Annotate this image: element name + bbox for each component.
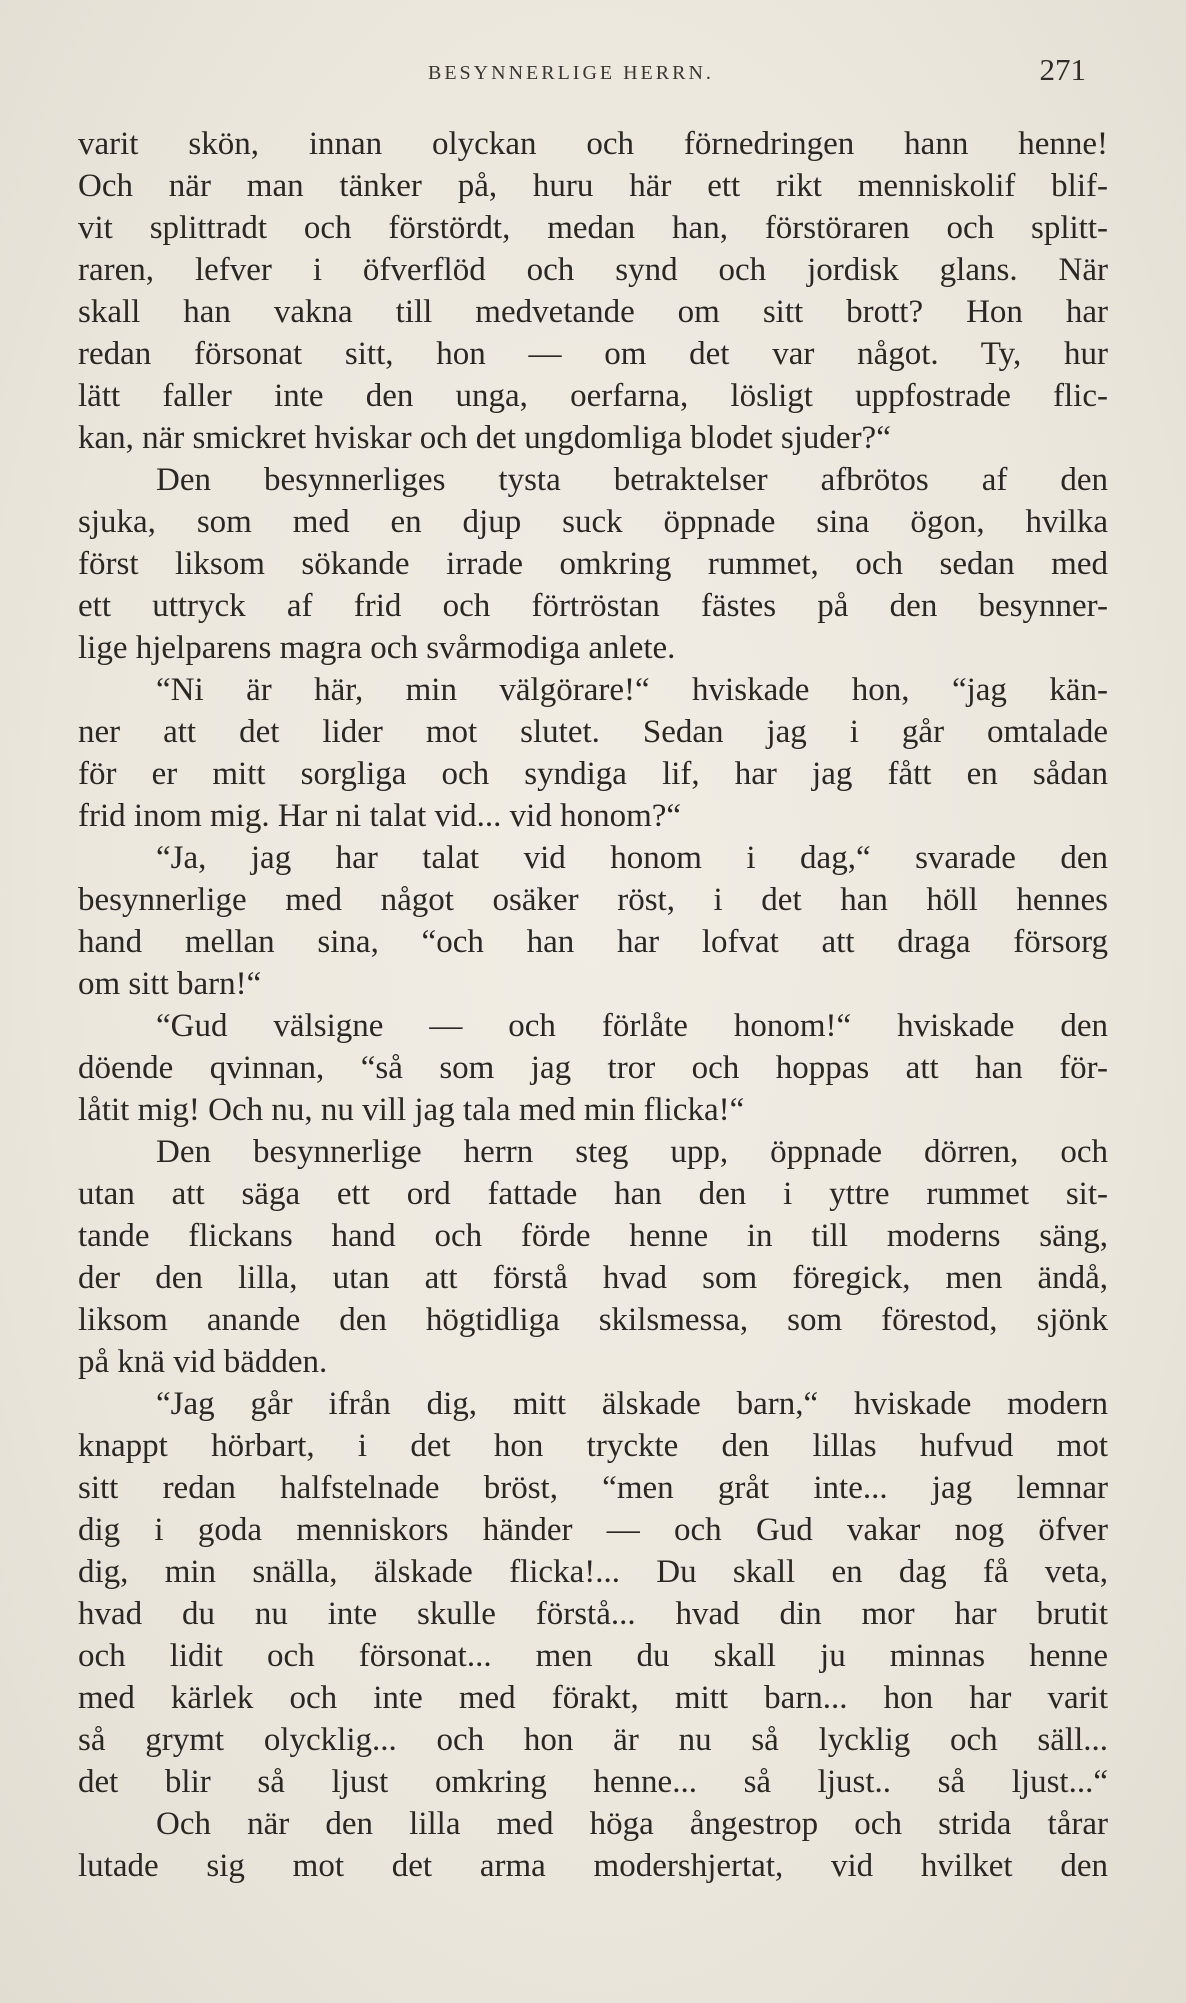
text-line: för er mitt sorgliga och syndiga lif, har jag fått en sådan <box>78 756 1108 792</box>
text-line: varit skön, innan olyckan och förnedringen hann henne! <box>78 126 1108 162</box>
page-number: 271 <box>1039 52 1086 87</box>
text-line: liksom anande den högtidliga skilsmessa, som förestod, sjönk <box>78 1302 1108 1338</box>
text-line: ett uttryck af frid och förtröstan fästes på den besynner- <box>78 588 1108 624</box>
body-text <box>78 123 1108 1887</box>
text-line: “Ja, jag har talat vid honom i dag,“ svarade den <box>156 840 1108 876</box>
text-line: raren, lefver i öfverflöd och synd och jordisk glans. När <box>78 252 1108 288</box>
text-line: dig i goda menniskors händer — och Gud vakar nog öfver <box>78 1512 1108 1548</box>
text-line: utan att säga ett ord fattade han den i yttre rummet sit- <box>78 1176 1108 1212</box>
text-line: kan, när smickret hviskar och det ungdomliga blodet sjuder?“ <box>78 420 891 456</box>
text-line: redan försonat sitt, hon — om det var något. Ty, hur <box>78 336 1108 372</box>
text-line: vit splittradt och förstördt, medan han, förstöraren och splitt- <box>78 210 1108 246</box>
text-line: hvad du nu inte skulle förstå... hvad din mor har brutit <box>78 1596 1108 1632</box>
text-line: “Ni är här, min välgörare!“ hviskade hon, “jag kän- <box>156 672 1108 708</box>
text-line: på knä vid bädden. <box>78 1344 328 1380</box>
text-line: Och när den lilla med höga ångestrop och strida tårar <box>156 1806 1108 1842</box>
text-line: knappt hörbart, i det hon tryckte den lillas hufvud mot <box>78 1428 1108 1464</box>
text-line: så grymt olycklig... och hon är nu så lycklig och säll... <box>78 1722 1108 1758</box>
text-line: “Jag går ifrån dig, mitt älskade barn,“ hviskade modern <box>156 1386 1108 1422</box>
text-line: lige hjelparens magra och svårmodiga anlete. <box>78 630 676 666</box>
text-line: der den lilla, utan att förstå hvad som föregick, men ändå, <box>78 1260 1108 1296</box>
text-line: tande flickans hand och förde henne in till moderns säng, <box>78 1218 1108 1254</box>
text-line: sjuka, som med en djup suck öppnade sina ögon, hvilka <box>78 504 1108 540</box>
text-line: låtit mig! Och nu, nu vill jag tala med min flicka!“ <box>78 1092 745 1128</box>
text-line: och lidit och försonat... men du skall ju minnas henne <box>78 1638 1108 1674</box>
text-line: Och när man tänker på, huru här ett rikt menniskolif blif- <box>78 168 1108 204</box>
running-head: BESYNNERLIGE HERRN. <box>428 62 714 84</box>
text-line: dig, min snälla, älskade flicka!... Du skall en dag få veta, <box>78 1554 1108 1590</box>
text-line: döende qvinnan, “så som jag tror och hoppas att han för- <box>78 1050 1108 1086</box>
text-line: Den besynnerliges tysta betraktelser afbrötos af den <box>156 462 1108 498</box>
text-line: sitt redan halfstelnade bröst, “men gråt inte... jag lemnar <box>78 1470 1108 1506</box>
text-line: frid inom mig. Har ni talat vid... vid honom?“ <box>78 798 682 834</box>
text-line: om sitt barn!“ <box>78 966 262 1002</box>
text-line: skall han vakna till medvetande om sitt brott? Hon har <box>78 294 1108 330</box>
text-line: besynnerlige med något osäker röst, i det han höll hennes <box>78 882 1108 918</box>
text-line: det blir så ljust omkring henne... så ljust.. så ljust...“ <box>78 1764 1108 1800</box>
text-line: först liksom sökande irrade omkring rummet, och sedan med <box>78 546 1108 582</box>
page-header <box>78 52 1086 92</box>
text-line: “Gud välsigne — och förlåte honom!“ hviskade den <box>156 1008 1108 1044</box>
text-line: med kärlek och inte med förakt, mitt barn... hon har varit <box>78 1680 1108 1716</box>
text-line: hand mellan sina, “och han har lofvat att draga försorg <box>78 924 1108 960</box>
text-line: ner att det lider mot slutet. Sedan jag i går omtalade <box>78 714 1108 750</box>
text-line: lätt faller inte den unga, oerfarna, lösligt uppfostrade flic- <box>78 378 1108 414</box>
text-line: lutade sig mot det arma modershjertat, vid hvilket den <box>78 1848 1108 1884</box>
text-line: Den besynnerlige herrn steg upp, öppnade dörren, och <box>156 1134 1108 1170</box>
